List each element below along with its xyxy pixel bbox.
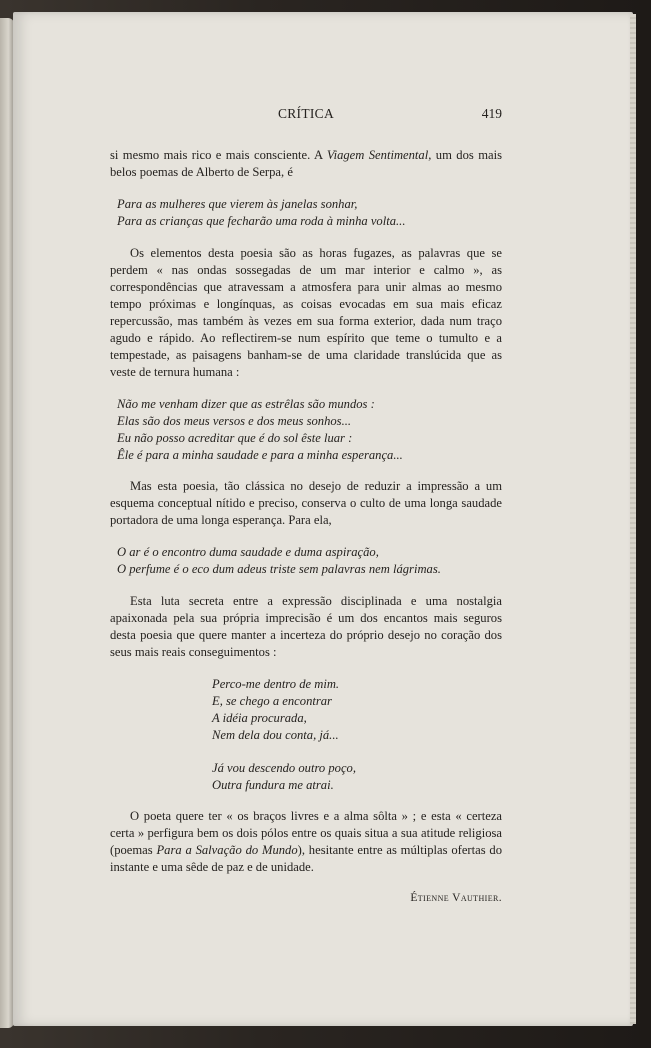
paragraph-5-text-end: ), hesitante entre as múltiplas ofertas do instante e uma sêde de paz e de unidade.: [110, 843, 503, 874]
running-head: CRÍTICA: [277, 106, 335, 121]
paragraph-3: Mas esta poesia, tão clássica no desejo de reduzir a impressão a um esquema conceptual nítido e preciso, conserva o culto de uma longa saudade portadora de uma longa esperança. Para ela,: [110, 479, 502, 527]
verse-line: Eu não posso acreditar que é do sol êste luar :: [117, 431, 353, 445]
page-text: [110, 105, 502, 907]
verse-line: Já vou descendo outro poço,: [212, 761, 356, 775]
verse-quote-2: [117, 396, 502, 464]
author-signature: Étienne Vauthier.: [410, 892, 502, 904]
stanza-break: [212, 744, 502, 760]
verse-quote-1: [117, 196, 502, 230]
page-number: 419: [481, 106, 502, 121]
verse-line: O ar é o encontro duma saudade e duma aspiração,: [117, 545, 379, 559]
paragraph-1-text-end: um dos mais belos poemas de Alberto de Serpa, é: [110, 148, 502, 179]
page-stack-edge: [630, 14, 636, 1024]
verse-quote-3: [117, 544, 502, 578]
verse-line: Outra fundura me atrai.: [212, 778, 334, 792]
verse-line: O perfume é o eco dum adeus triste sem palavras nem lágrimas.: [117, 562, 441, 576]
paragraph-4: Esta luta secreta entre a expressão disciplinada e uma nostalgia apaixonada pela sua própria imprecisão é um dos encantos mais seguros desta poesia que quere manter a incerteza do próprio desejo no coração dos seus mais reais conseguimentos :: [110, 594, 502, 659]
verse-line: Para as mulheres que vierem às janelas sonhar,: [117, 197, 358, 211]
verse-line: Êle é para a minha saudade e para a minha esperança...: [117, 448, 403, 462]
verse-line: Nem dela dou conta, já...: [212, 728, 339, 742]
paragraph-5: [110, 808, 502, 876]
verse-line: Não me venham dizer que as estrêlas são mundos :: [117, 397, 375, 411]
paragraph-5-text: O poeta quere ter « os braços livres e a alma sôlta » ; e esta « certeza certa » perfigura bem os dois pólos entre os quais situa a sua atitude religiosa (poemas: [110, 809, 502, 857]
paragraph-1-text: si mesmo mais rico e mais consciente. A: [110, 148, 327, 162]
paragraph-1: [110, 147, 502, 181]
verse-line: E, se chego a encontrar: [212, 694, 332, 708]
verse-quote-4: [212, 676, 502, 794]
facing-page-edge: [0, 18, 14, 1028]
poem-title: Viagem Sentimental,: [326, 148, 432, 162]
verse-line: Elas são dos meus versos e dos meus sonhos...: [117, 414, 352, 428]
verse-line: Perco-me dentro de mim.: [212, 677, 340, 691]
paragraph-2: Os elementos desta poesia são as horas fugazes, as palavras que se perdem « nas ondas sossegadas de um mar interior e calmo », as correspondências que atravessam a atmosfera para unir almas ao mesmo tempo próximas e longínquas, as coisas evocadas em sua mais eficaz repercussão, mas também às vezes em sua forma exterior, dada num traço agudo e rápido. Ao reflectirem-se num espírito que teme o tumulto e a tempestade, as paisagens banham-se de uma claridade translúcida que as veste de ternura humana :: [110, 246, 502, 379]
page-header: [110, 105, 502, 127]
poem-collection-title: Para a Salvação do Mundo: [156, 843, 298, 857]
verse-line: Para as crianças que fecharão uma roda à minha volta...: [117, 214, 406, 228]
verse-line: A idéia procurada,: [212, 711, 307, 725]
